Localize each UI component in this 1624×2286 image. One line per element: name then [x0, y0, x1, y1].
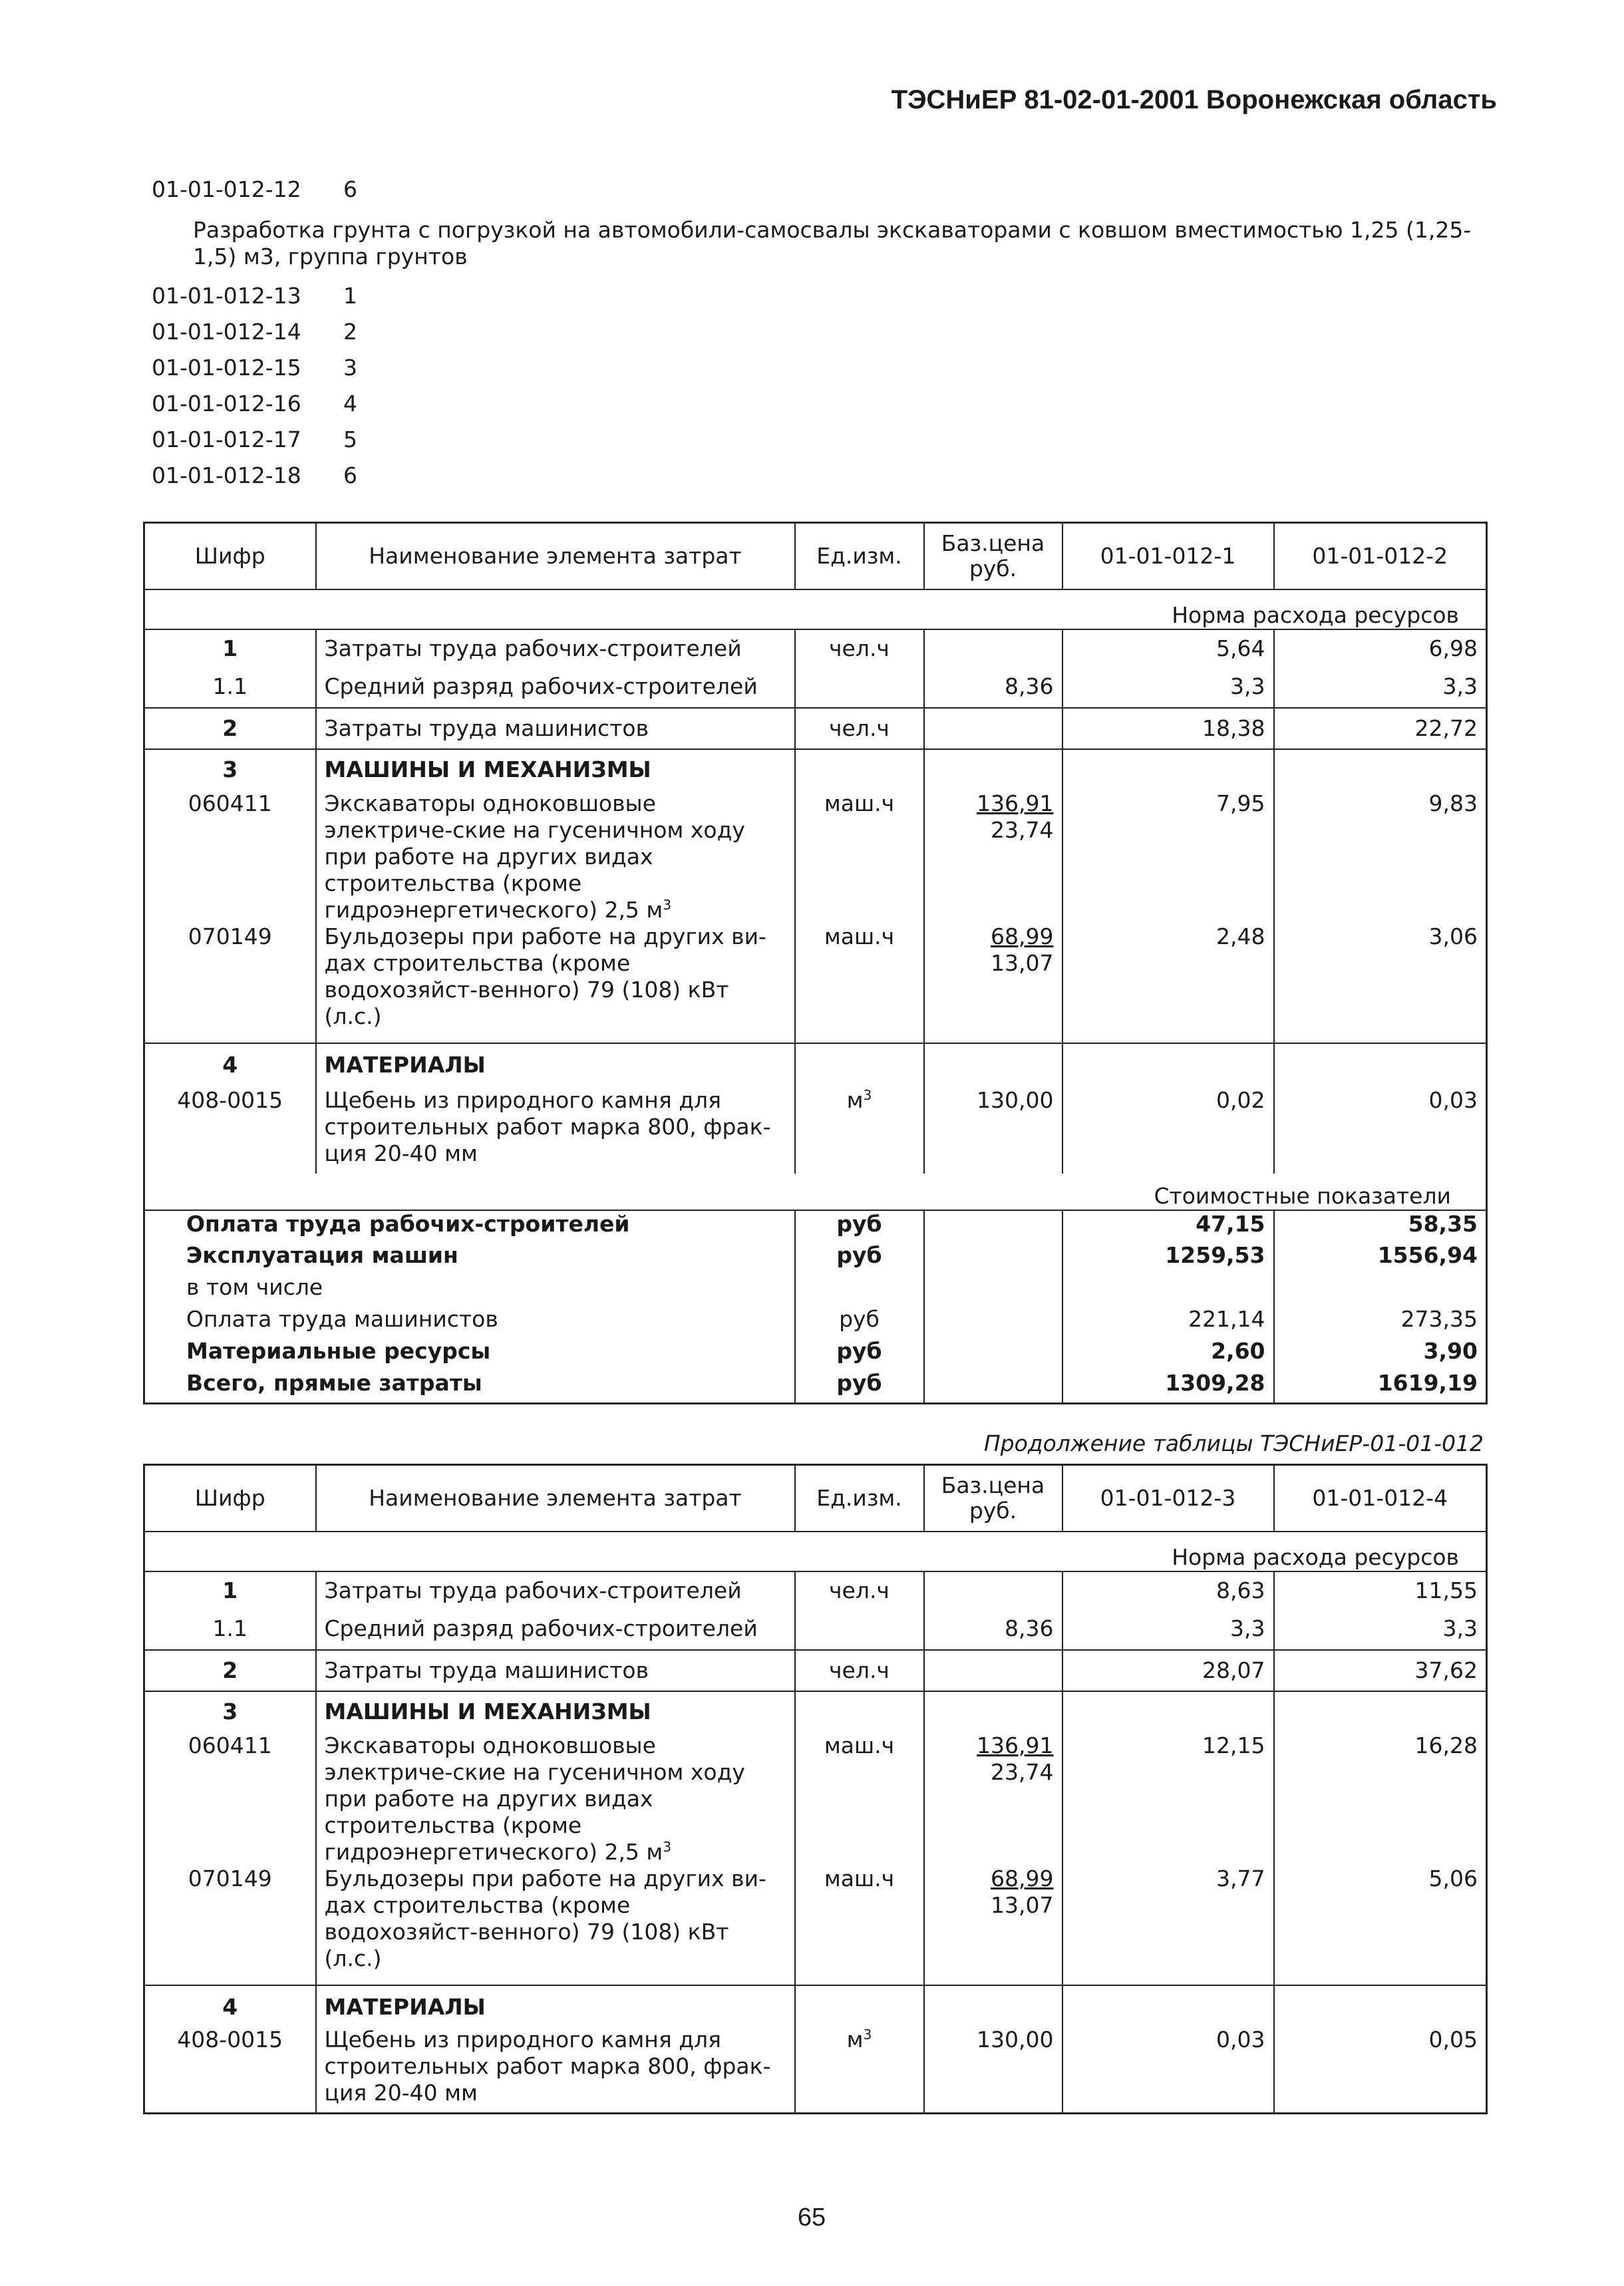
- table-row: [144, 1043, 1487, 1087]
- row-price: 8,36: [924, 667, 1062, 708]
- row-value-1: 7,95: [1062, 790, 1274, 923]
- header-col1: 01-01-012-3: [1062, 1465, 1274, 1532]
- price-top: 68,99: [991, 923, 1054, 949]
- header-price: Баз.цена руб.: [924, 523, 1062, 590]
- table-row: [144, 667, 1487, 708]
- row-price: [924, 923, 1062, 1043]
- row-name: Затраты труда машинистов: [316, 1650, 795, 1691]
- row-code: 1.1: [144, 1609, 316, 1650]
- continuation-note: Продолжение таблицы ТЭСНиЕР-01-01-012: [983, 1430, 1484, 1456]
- empty-cell: [1274, 749, 1487, 790]
- row-name-text: Экскаваторы одноковшовые электриче-ские на гусеничном ходу при работе на других видах строительства (кроме гидроэнергетического) 2,5 м: [324, 1732, 745, 1865]
- row-price: [924, 1650, 1062, 1691]
- code-line: [152, 458, 1496, 494]
- empty-cell: [1062, 1985, 1274, 2027]
- superscript: 3: [863, 1087, 872, 1103]
- cost-name: Эксплуатация машин: [144, 1242, 795, 1274]
- empty-cell: [1062, 1691, 1274, 1732]
- row-code: 2: [144, 708, 316, 749]
- table-row: [144, 708, 1487, 749]
- row-value-2: 37,62: [1274, 1650, 1487, 1691]
- row-unit: чел.ч: [795, 629, 924, 667]
- table-row: [144, 790, 1487, 923]
- cost-value-2: 1619,19: [1274, 1370, 1487, 1403]
- cost-name: Оплата труда машинистов: [144, 1306, 795, 1338]
- row-name: Щебень из природного камня для строительных работ марка 800, фрак-ция 20-40 мм: [316, 2027, 795, 2113]
- cost-value-1: 1309,28: [1062, 1370, 1274, 1403]
- row-name: МАШИНЫ И МЕХАНИЗМЫ: [316, 749, 795, 790]
- row-unit: маш.ч: [795, 923, 924, 1043]
- row-value-1: 0,02: [1062, 1087, 1274, 1174]
- row-code: 408-0015: [144, 1087, 316, 1174]
- row-price: [924, 708, 1062, 749]
- code-line: [152, 386, 1496, 422]
- row-code: 070149: [144, 1866, 316, 1985]
- empty-cell: [924, 1043, 1062, 1087]
- superscript: 3: [663, 1839, 672, 1855]
- cost-unit: [795, 1274, 924, 1306]
- row-value-1: 8,63: [1062, 1571, 1274, 1609]
- page-number: 65: [797, 2204, 826, 2231]
- row-price: [924, 629, 1062, 667]
- group: 6: [343, 176, 357, 202]
- table-row: [144, 2027, 1487, 2113]
- cost-name: Материальные ресурсы: [144, 1338, 795, 1370]
- resource-table-1: [143, 522, 1488, 1404]
- cost-label-row: [144, 1174, 1487, 1210]
- code: 01-01-012-18: [152, 462, 301, 488]
- row-name: [316, 790, 795, 923]
- superscript: 3: [663, 897, 672, 913]
- norm-label: Норма расхода ресурсов: [144, 1532, 1487, 1571]
- row-value-2: 9,83: [1274, 790, 1487, 923]
- row-value-1: 12,15: [1062, 1732, 1274, 1866]
- header-name: Наименование элемента затрат: [316, 1465, 795, 1532]
- header-unit: Ед.изм.: [795, 523, 924, 590]
- table-row: [144, 749, 1487, 790]
- table-header-row: [144, 1465, 1487, 1532]
- empty-cell: [924, 1338, 1062, 1370]
- empty-cell: [795, 749, 924, 790]
- group: 2: [343, 319, 357, 345]
- price-bottom: 13,07: [991, 1892, 1054, 1918]
- row-value-1: 5,64: [1062, 629, 1274, 667]
- row-value-1: 2,48: [1062, 923, 1274, 1043]
- norm-label-row: [144, 1532, 1487, 1571]
- row-unit: маш.ч: [795, 790, 924, 923]
- row-value-1: 28,07: [1062, 1650, 1274, 1691]
- empty-cell: [924, 749, 1062, 790]
- row-value-1: 3,77: [1062, 1866, 1274, 1985]
- row-name: Затраты труда рабочих-строителей: [316, 629, 795, 667]
- row-code: 4: [144, 1985, 316, 2027]
- cost-name: в том числе: [144, 1274, 795, 1306]
- row-value-2: 0,05: [1274, 2027, 1487, 2113]
- row-value-2: 3,3: [1274, 667, 1487, 708]
- cost-value-1: 47,15: [1062, 1210, 1274, 1242]
- table-row: [144, 1691, 1487, 1732]
- cost-row: [144, 1370, 1487, 1403]
- cost-name: Всего, прямые затраты: [144, 1370, 795, 1403]
- table-row: [144, 923, 1487, 1043]
- cost-row: [144, 1274, 1487, 1306]
- table-row: [144, 629, 1487, 667]
- row-name: [316, 1732, 795, 1866]
- price-top: 136,91: [977, 1732, 1054, 1758]
- row-value-2: 0,03: [1274, 1087, 1487, 1174]
- header-cipher: Шифр: [144, 1465, 316, 1532]
- row-code: 3: [144, 1691, 316, 1732]
- row-price: [924, 1866, 1062, 1985]
- row-value-2: 16,28: [1274, 1732, 1487, 1866]
- cost-name: Оплата труда рабочих-строителей: [144, 1210, 795, 1242]
- code-line: [152, 278, 1496, 314]
- row-code: 1.1: [144, 667, 316, 708]
- cost-value-2: 1556,94: [1274, 1242, 1487, 1274]
- empty-cell: [924, 1274, 1062, 1306]
- header-price: Баз.цена руб.: [924, 1465, 1062, 1532]
- row-value-1: 0,03: [1062, 2027, 1274, 2113]
- code: 01-01-012-17: [152, 426, 301, 452]
- row-unit: маш.ч: [795, 1866, 924, 1985]
- row-unit: чел.ч: [795, 1571, 924, 1609]
- row-value-2: 6,98: [1274, 629, 1487, 667]
- row-code: 060411: [144, 790, 316, 923]
- code-line: [152, 172, 1496, 208]
- row-name-text: Экскаваторы одноковшовые электриче-ские на гусеничном ходу при работе на других видах строительства (кроме гидроэнергетического) 2,5 м: [324, 790, 745, 923]
- empty-cell: [1274, 1691, 1487, 1732]
- table-row: [144, 1087, 1487, 1174]
- code-list: [152, 172, 1496, 494]
- row-unit: [795, 667, 924, 708]
- section-description: Разработка грунта с погрузкой на автомобили-самосвалы экскаваторами с ковшом вместимостью 1,25 (1,25-1,5) м3, группа грунтов: [193, 217, 1472, 269]
- row-code: 2: [144, 1650, 316, 1691]
- row-code: 1: [144, 629, 316, 667]
- code: 01-01-012-12: [152, 176, 301, 202]
- row-price: [924, 1571, 1062, 1609]
- cost-unit: руб: [795, 1370, 924, 1403]
- unit-text: м: [846, 2027, 864, 2052]
- empty-cell: [924, 1691, 1062, 1732]
- cost-value-2: 58,35: [1274, 1210, 1487, 1242]
- cost-row: [144, 1242, 1487, 1274]
- empty-cell: [795, 1691, 924, 1732]
- code-line: [152, 350, 1496, 386]
- row-value-1: 3,3: [1062, 667, 1274, 708]
- header-cipher: Шифр: [144, 523, 316, 590]
- code: 01-01-012-16: [152, 391, 301, 416]
- row-unit: чел.ч: [795, 708, 924, 749]
- cost-value-2: 3,90: [1274, 1338, 1487, 1370]
- empty-cell: [924, 1985, 1062, 2027]
- row-price: 130,00: [924, 1087, 1062, 1174]
- header-col2: 01-01-012-4: [1274, 1465, 1487, 1532]
- cost-value-1: [1062, 1274, 1274, 1306]
- empty-cell: [1274, 1985, 1487, 2027]
- empty-cell: [1062, 1043, 1274, 1087]
- table-row: [144, 1732, 1487, 1866]
- cost-unit: руб: [795, 1210, 924, 1242]
- row-name: МАТЕРИАЛЫ: [316, 1985, 795, 2027]
- row-code: 060411: [144, 1732, 316, 1866]
- price-top: 136,91: [977, 790, 1054, 816]
- code: 01-01-012-13: [152, 283, 301, 309]
- group: 1: [343, 283, 357, 309]
- row-name: Средний разряд рабочих-строителей: [316, 667, 795, 708]
- row-price: [924, 790, 1062, 923]
- row-price: 8,36: [924, 1609, 1062, 1650]
- row-name: Бульдозеры при работе на других ви-дах строительства (кроме водохозяйст-венного) 79 (108) кВт (л.с.): [316, 923, 795, 1043]
- code: 01-01-012-14: [152, 319, 301, 345]
- row-name: МАШИНЫ И МЕХАНИЗМЫ: [316, 1691, 795, 1732]
- code: 01-01-012-15: [152, 355, 301, 381]
- cost-value-1: 2,60: [1062, 1338, 1274, 1370]
- header-col2: 01-01-012-2: [1274, 523, 1487, 590]
- row-code: 4: [144, 1043, 316, 1087]
- cost-value-2: [1274, 1274, 1487, 1306]
- cost-label: Стоимостные показатели: [144, 1174, 1487, 1210]
- row-unit: чел.ч: [795, 1650, 924, 1691]
- row-value-2: 5,06: [1274, 1866, 1487, 1985]
- table-row: [144, 1650, 1487, 1691]
- cost-unit: руб: [795, 1338, 924, 1370]
- header-name: Наименование элемента затрат: [316, 523, 795, 590]
- row-name: Средний разряд рабочих-строителей: [316, 1609, 795, 1650]
- price-bottom: 23,74: [991, 1759, 1054, 1785]
- empty-cell: [924, 1306, 1062, 1338]
- row-code: 070149: [144, 923, 316, 1043]
- header-unit: Ед.изм.: [795, 1465, 924, 1532]
- empty-cell: [795, 1985, 924, 2027]
- row-code: 1: [144, 1571, 316, 1609]
- code-line: [152, 314, 1496, 350]
- cost-unit: руб: [795, 1306, 924, 1338]
- document-header: ТЭСНиЕР 81-02-01-2001 Воронежская область: [891, 85, 1497, 114]
- table-row: [144, 1609, 1487, 1650]
- row-name: МАТЕРИАЛЫ: [316, 1043, 795, 1087]
- norm-label: Норма расхода ресурсов: [144, 589, 1487, 629]
- price-bottom: 13,07: [991, 950, 1054, 976]
- row-value-2: 11,55: [1274, 1571, 1487, 1609]
- row-name: Затраты труда рабочих-строителей: [316, 1571, 795, 1609]
- row-name: Затраты труда машинистов: [316, 708, 795, 749]
- empty-cell: [795, 1043, 924, 1087]
- cost-row: [144, 1338, 1487, 1370]
- norm-label-row: [144, 589, 1487, 629]
- row-unit: [795, 1087, 924, 1174]
- table-row: [144, 1866, 1487, 1985]
- row-value-1: 18,38: [1062, 708, 1274, 749]
- group: 3: [343, 355, 357, 381]
- price-top: 68,99: [991, 1866, 1054, 1891]
- empty-cell: [1062, 749, 1274, 790]
- unit-text: м: [846, 1087, 864, 1113]
- table-row: [144, 1571, 1487, 1609]
- row-name: Щебень из природного камня для строительных работ марка 800, фрак-ция 20-40 мм: [316, 1087, 795, 1174]
- row-unit: [795, 2027, 924, 2113]
- empty-cell: [924, 1210, 1062, 1242]
- resource-table-2: [143, 1464, 1488, 2114]
- row-value-2: 3,06: [1274, 923, 1487, 1043]
- cost-unit: руб: [795, 1242, 924, 1274]
- cost-row: [144, 1210, 1487, 1242]
- row-code: 3: [144, 749, 316, 790]
- superscript: 3: [863, 2027, 872, 2042]
- group: 4: [343, 391, 357, 416]
- row-value-2: 22,72: [1274, 708, 1487, 749]
- row-value-1: 3,3: [1062, 1609, 1274, 1650]
- row-value-2: 3,3: [1274, 1609, 1487, 1650]
- header-col1: 01-01-012-1: [1062, 523, 1274, 590]
- cost-value-2: 273,35: [1274, 1306, 1487, 1338]
- row-unit: [795, 1609, 924, 1650]
- group: 6: [343, 462, 357, 488]
- row-price: [924, 1732, 1062, 1866]
- row-price: 130,00: [924, 2027, 1062, 2113]
- cost-value-1: 221,14: [1062, 1306, 1274, 1338]
- cost-value-1: 1259,53: [1062, 1242, 1274, 1274]
- table-header-row: [144, 523, 1487, 590]
- row-name: Бульдозеры при работе на других ви-дах строительства (кроме водохозяйст-венного) 79 (108) кВт (л.с.): [316, 1866, 795, 1985]
- code-line: [152, 422, 1496, 458]
- empty-cell: [924, 1370, 1062, 1403]
- empty-cell: [924, 1242, 1062, 1274]
- empty-cell: [1274, 1043, 1487, 1087]
- cost-row: [144, 1306, 1487, 1338]
- group: 5: [343, 426, 357, 452]
- row-unit: маш.ч: [795, 1732, 924, 1866]
- row-code: 408-0015: [144, 2027, 316, 2113]
- table-row: [144, 1985, 1487, 2027]
- price-bottom: 23,74: [991, 817, 1054, 843]
